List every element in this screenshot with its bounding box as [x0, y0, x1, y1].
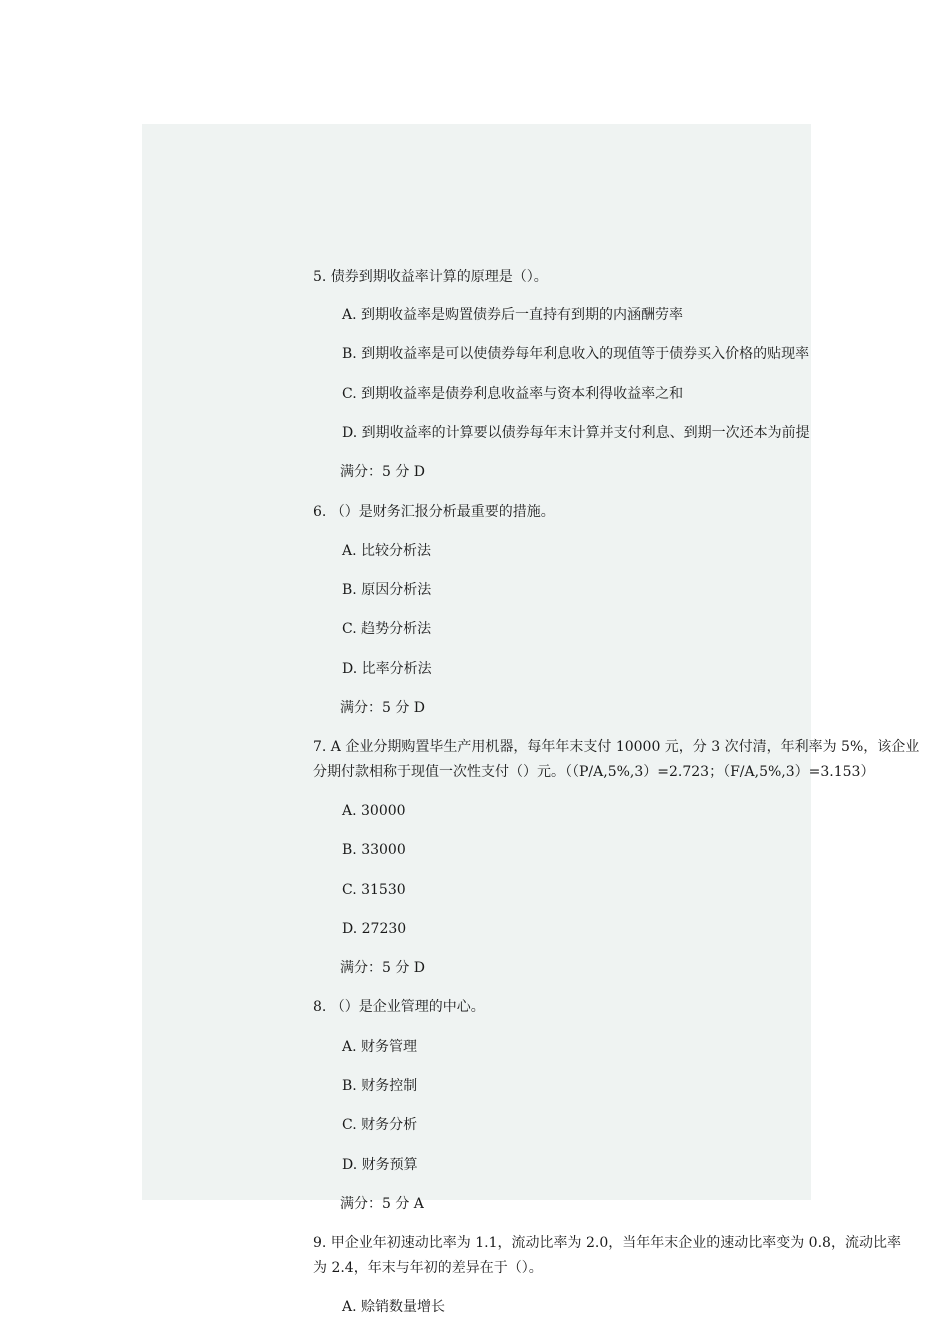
question-8-option-d: D. 财务预算: [342, 1157, 418, 1173]
question-7-option-b: B. 33000: [342, 842, 406, 858]
question-7-option-c: C. 31530: [342, 882, 406, 898]
question-8-option-c: C. 财务分析: [342, 1117, 418, 1133]
question-9-text-line-1: 9. 甲企业年初速动比率为 1.1，流动比率为 2.0，当年年末企业的速动比率变为 0.8，流动比率: [313, 1235, 901, 1251]
question-7-text-line-2: 分期付款相称于现值一次性支付（）元。（（P/A,5%,3）=2.723；（F/A,5%,3）=3.153）: [313, 764, 875, 780]
question-8-score: 满分：5 分 A: [340, 1196, 424, 1212]
question-7-option-a: A. 30000: [342, 803, 406, 819]
question-5-option-a: A. 到期收益率是购置债券后一直持有到期的内涵酬劳率: [342, 307, 684, 323]
question-7-text-line-1: 7. A 企业分期购置毕生产用机器，每年年末支付 10000 元，分 3 次付清，年利率为 5%，该企业: [313, 739, 920, 755]
question-6-score: 满分：5 分 D: [340, 700, 426, 716]
question-8-option-a: A. 财务管理: [342, 1039, 418, 1055]
question-7-option-d: D. 27230: [342, 921, 407, 937]
question-7-score: 满分：5 分 D: [340, 960, 426, 976]
question-6-text: 6. （）是财务汇报分析最重要的措施。: [313, 504, 555, 520]
question-5-option-c: C. 到期收益率是债券利息收益率与资本利得收益率之和: [342, 386, 684, 402]
question-8-option-b: B. 财务控制: [342, 1078, 418, 1094]
question-6-option-c: C. 趋势分析法: [342, 621, 432, 637]
question-9-text-line-2: 为 2.4，年末与年初的差异在于（）。: [313, 1260, 543, 1276]
question-6-option-d: D. 比率分析法: [342, 661, 432, 677]
question-6-option-a: A. 比较分析法: [342, 543, 432, 559]
question-6-option-b: B. 原因分析法: [342, 582, 432, 598]
question-5-option-b: B. 到期收益率是可以使债券每年利息收入的现值等于债券买入价格的贴现率: [342, 346, 810, 362]
question-8-text: 8. （）是企业管理的中心。: [313, 999, 485, 1015]
question-5-text: 5. 债券到期收益率计算的原理是（）。: [313, 269, 548, 285]
question-5-option-d: D. 到期收益率的计算要以债券每年末计算并支付利息、到期一次还本为前提: [342, 425, 810, 441]
document-panel: [142, 124, 920, 1315]
question-5-score: 满分：5 分 D: [340, 464, 426, 480]
question-9-option-a: A. 赊销数量增长: [342, 1299, 446, 1315]
